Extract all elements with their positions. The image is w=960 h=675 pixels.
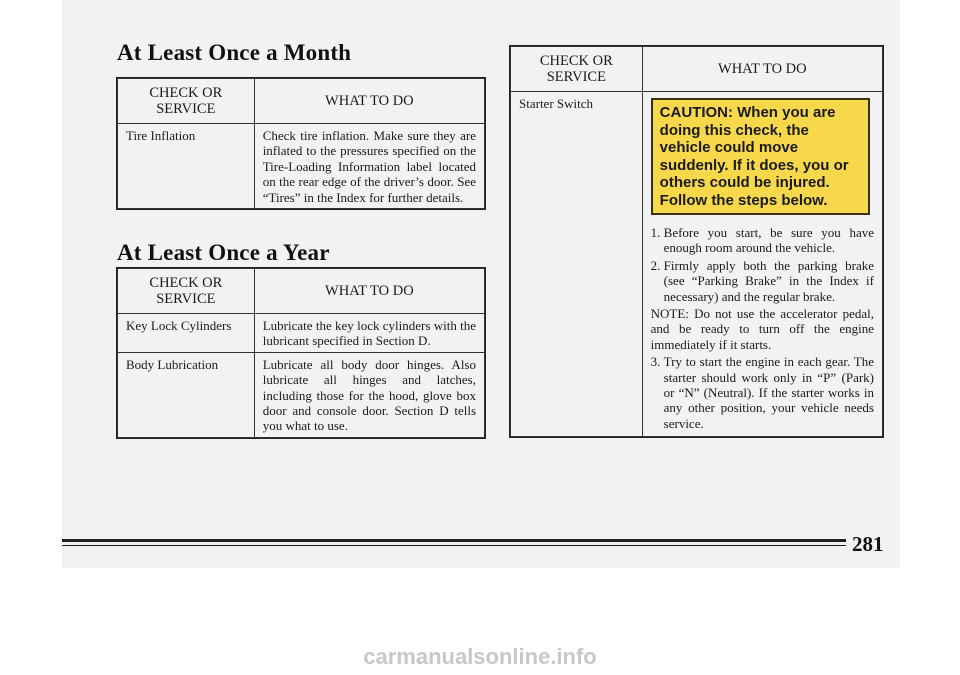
page-number: 281 (852, 532, 884, 556)
starter-table (510, 46, 883, 437)
year-row-item: Key Lock Cylinders (118, 314, 255, 353)
starter-header-todo: WHAT TO DO (642, 47, 882, 92)
step-text: Try to start the engine in each gear. The starter should work only in “P” (Park) or “N” (Neutral). If the starter works in any other position, your vehicle needs service. (663, 354, 874, 431)
list-item (651, 258, 874, 304)
month-header-check: CHECK OR SERVICE (118, 79, 255, 124)
step-number: 1. (650, 225, 661, 240)
caution-box: CAUTION: When you are doing this check, the vehicle could move suddenly. If it does, you or others could be injured. Follow the steps below. (651, 98, 870, 215)
month-section-title: At Least Once a Month (117, 40, 352, 65)
footer-rule-thick (62, 539, 846, 542)
table-row (118, 124, 485, 209)
month-table-header (118, 79, 485, 124)
year-section-title: At Least Once a Year (117, 240, 330, 265)
list-item (651, 354, 874, 431)
month-header-todo: WHAT TO DO (254, 79, 484, 124)
watermark: carmanualsonline.info (363, 644, 597, 669)
step-text: Firmly apply both the parking brake (see “Parking Brake” in the Index if necessary) and the regular brake. (663, 257, 874, 304)
year-header-todo: WHAT TO DO (254, 269, 484, 314)
table-row (511, 92, 883, 437)
table-row (118, 314, 485, 353)
month-row-item: Tire Inflation (118, 124, 255, 209)
year-row-action: Lubricate the key lock cylinders with the lubricant specified in Section D. (254, 314, 484, 353)
month-table (117, 78, 485, 209)
footer-rule-thin (62, 545, 846, 546)
year-table (117, 268, 485, 438)
starter-row-action (642, 92, 882, 437)
starter-note: NOTE: Do not use the accelerator pedal, and be ready to turn off the engine immediately if it starts. (650, 306, 874, 352)
starter-steps (651, 225, 874, 304)
step-number: 2. (650, 257, 661, 273)
starter-row-item: Starter Switch (511, 92, 643, 437)
month-row-action: Check tire inflation. Make sure they are inflated to the pressures specified on the Tire-Loading Information label located on the rear edge of the driver’s door. See “Tires” in the Index for further details. (254, 124, 484, 209)
year-row-item: Body Lubrication (118, 352, 255, 437)
list-item (651, 225, 874, 256)
starter-header-check: CHECK OR SERVICE (511, 47, 643, 92)
year-table-header (118, 269, 485, 314)
step-text: Before you start, be sure you have enough room around the vehicle. (663, 225, 874, 256)
step-number: 3. (650, 354, 661, 370)
year-header-check: CHECK OR SERVICE (118, 269, 255, 314)
table-row (118, 352, 485, 437)
year-row-action: Lubricate all body door hinges. Also lubricate all hinges and latches, including those for the hood, glove box door and console door. Section D tells you what to use. (254, 352, 484, 437)
starter-steps-after (651, 354, 874, 431)
starter-table-header (511, 47, 883, 92)
